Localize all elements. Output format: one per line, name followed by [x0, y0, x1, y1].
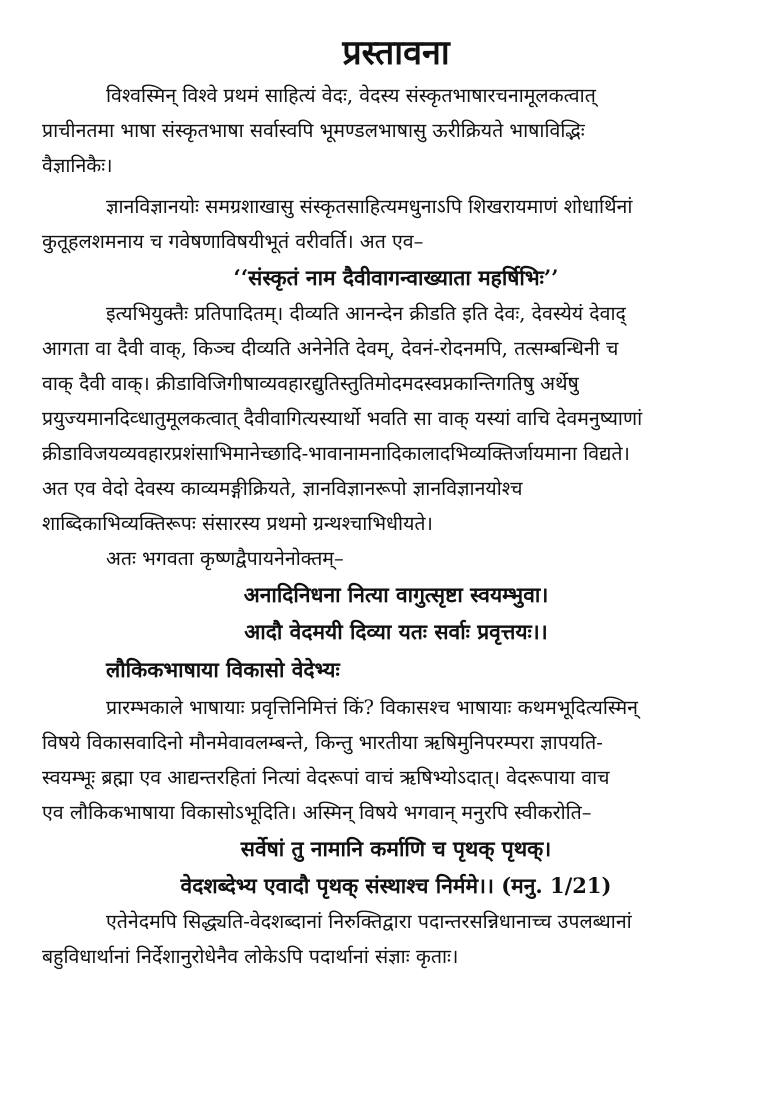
section-heading: लौकिकभाषाया विकासो वेदेभ्यः: [106, 657, 340, 682]
text-line: वाक् दैवी वाक्। क्रीडाविजिगीषाव्यवहारद्युतिस्तुतिमोदमदस्वप्नकान्तिगतिषु अर्थेषु: [42, 372, 579, 395]
text-line: अतः भगवता कृष्णद्वैपायनेनोक्तम्–: [106, 547, 344, 570]
page-title: प्रस्तावना: [342, 33, 450, 73]
text-line: प्राचीनतमा भाषा संस्कृतभाषा सर्वास्वपि भूमण्डलभाषासु ऊरीक्रियते भाषाविद्भिः: [42, 119, 585, 142]
verse-line-citation: वेदशब्देभ्य एवादौ पृथक् संस्थाश्च निर्ममे।। (मनु. 1/21): [180, 873, 612, 898]
text-line: ज्ञानविज्ञानयोः समग्रशाखासु संस्कृतसाहित्यमधुनाऽपि शिखरायमाणं शोधार्थिनां: [106, 195, 633, 218]
text-line: आगता वा दैवी वाक्, किञ्च दीव्यति अनेनेति देवम्, देवनं-रोदनमपि, तत्सम्बन्धिनी च: [42, 337, 619, 360]
verse-quote: ‘‘संस्कृतं नाम दैवीवागन्वाख्याता महर्षिभिः’’: [233, 265, 559, 290]
text-line: प्रयुज्यमानदिव्धातुमूलकत्वात् दैवीवागित्यस्यार्थो भवति सा वाक् यस्यां वाचि देवमनुष्याणां: [42, 407, 643, 430]
text-line: विषये विकासवादिनो मौनमेवावलम्बन्ते, किन्तु भारतीया ऋषिमुनिपरम्परा ज्ञापयति-: [42, 731, 603, 754]
text-line: बहुविधार्थानां निर्देशानुरोधेनैव लोकेऽपि पदार्थानां संज्ञाः कृताः।: [42, 945, 459, 968]
text-line: क्रीडाविजयव्यवहारप्रशंसाभिमानेच्छादि-भावानामनादिकालादभिव्यक्तिर्जायमाना विद्यते।: [42, 442, 630, 465]
paragraph-6: [42, 904, 750, 974]
text-line: इत्यभियुक्तैः प्रतिपादितम्। दीव्यति आनन्देन क्रीडति इति देवः, देवस्येयं देवाद्: [106, 302, 626, 325]
text-line: स्वयम्भूः ब्रह्मा एव आद्यन्तरहितां नित्यां वेदरूपां वाचं ऋषिभ्योऽदात्। वेदरूपाया वाच: [42, 766, 610, 789]
paragraph-5: [42, 690, 750, 830]
verse-line: सर्वेषां तु नामानि कर्माणि च पृथक् पृथक्।: [240, 836, 552, 861]
text-line: शाब्दिकाभिव्यक्तिरूपः संसारस्य प्रथमो ग्रन्थश्चाभिधीयते।: [42, 512, 433, 535]
text-line: अत एव वेदो देवस्य काव्यमङ्गीक्रियते, ज्ञानविज्ञानरूपो ज्ञानविज्ञानयोश्च: [42, 477, 523, 500]
verse-line: आदौ वेदमयी दिव्या यतः सर्वाः प्रवृत्तयः।।: [244, 619, 548, 644]
paragraph-4: [42, 541, 750, 576]
paragraph-3: [42, 296, 750, 541]
verse-line: अनादिनिधना नित्या वागुत्सृष्टा स्वयम्भुवा।: [243, 582, 549, 607]
paragraph-1: [42, 78, 750, 183]
text-line: एव लौकिकभाषाया विकासोऽभूदिति। अस्मिन् विषये भगवान् मनुरपि स्वीकरोति–: [42, 801, 592, 824]
text-line: वैज्ञानिकैः।: [42, 154, 113, 177]
text-line: प्रारम्भकाले भाषायाः प्रवृत्तिनिमित्तं किं? विकासश्च भाषायाः कथमभूदित्यस्मिन्: [106, 696, 638, 719]
paragraph-2: [42, 189, 750, 259]
text-line: विश्वस्मिन् विश्वे प्रथमं साहित्यं वेदः, वेदस्य संस्कृतभाषारचनामूलकत्वात्: [106, 84, 596, 107]
text-line: एतेनेदमपि सिद्ध्यति-वेदशब्दानां निरुक्तिद्वारा पदान्तरसन्निधानाच्च उपलब्धानां: [106, 910, 632, 933]
text-line: कुतूहलशमनाय च गवेषणाविषयीभूतं वरीवर्ति। अत एव–: [42, 230, 424, 253]
